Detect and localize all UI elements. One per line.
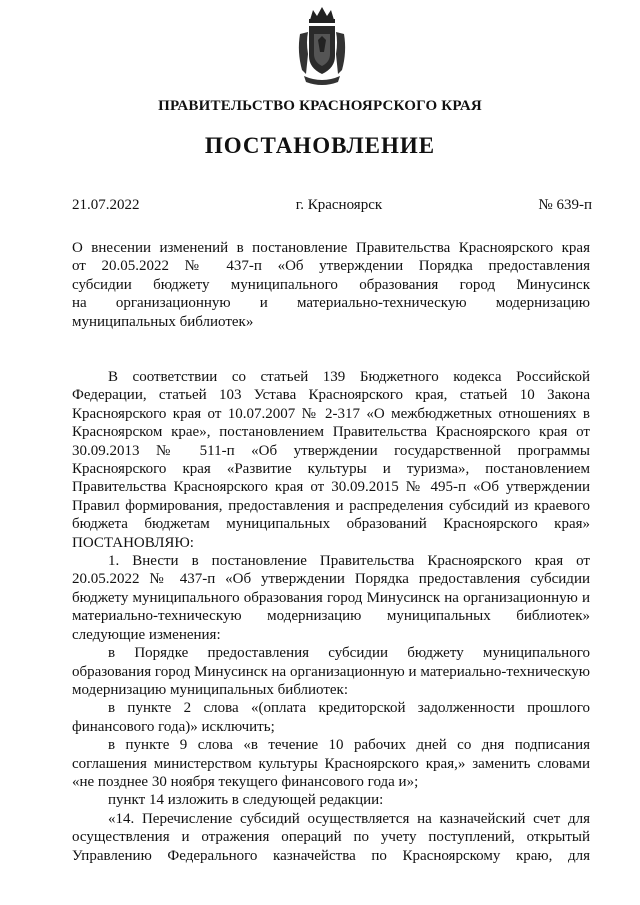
document-city: г. Красноярск: [295, 197, 383, 213]
subject-line: субсидии бюджету муниципального образования город Минусинск: [72, 276, 590, 293]
coat-of-arms-icon: [296, 4, 348, 88]
government-title: ПРАВИТЕЛЬСТВО КРАСНОЯРСКОГО КРАЯ: [158, 98, 482, 114]
body-paragraph: в пункте 9 слова «в течение 10 рабочих дней со дня подписания соглашения министерством культуры Красноярского края,» заменить словами «не позднее 30 ноября текущего финансового года и»;: [72, 737, 590, 790]
body-paragraph: В соответствии со статьей 139 Бюджетного кодекса Российской Федерации, статьей 103 Устава Красноярского края, статьей 10 Закона Красноярского края от 10.07.2007 № 2-317 «О межбюджетных отношениях в Красноярском крае», постановлением Правительства Красноярского края от 30.09.2013 № 511-п «Об утверждении государственной программы Красноярского края «Развитие культуры и туризма», постановлением Правительства Красноярского края от 30.09.2015 № 495-п «Об утверждении Правил формирования, предоставления и распределения субсидий из краевого бюджета бюджетам муниципальных образований Красноярского края» ПОСТАНОВЛЯЮ:: [72, 369, 590, 551]
body-paragraph: 1. Внести в постановление Правительства Красноярского края от 20.05.2022 № 437-п «Об утверждении Порядка предоставления субсидии бюджету муниципального образования город Минусинск на организационную и материально-техническую модернизацию муниципальных библиотек» следующие изменения:: [72, 553, 590, 643]
subject-line: муниципальных библиотек»: [72, 313, 254, 330]
subject-line: О внесении изменений в постановление Правительства Красноярского края: [72, 240, 590, 256]
body-paragraph: в пункте 2 слова «(оплата кредиторской задолженности прошлого финансового года)» исключить;: [72, 700, 590, 735]
document-date: 21.07.2022: [72, 197, 140, 213]
body-paragraph: в Порядке предоставления субсидии бюджету муниципального образования город Минусинск на организационную и материально-техническую модернизацию муниципальных библиотек:: [72, 645, 590, 698]
document-body: [72, 368, 590, 865]
subject-line: от 20.05.2022 № 437-п «Об утверждении Порядка предоставления: [72, 258, 590, 275]
subject-line: на организационную и материально-техническую модернизацию: [72, 295, 590, 312]
body-paragraph: «14. Перечисление субсидий осуществляется на казначейский счет для осуществления и отражения операций по учету поступлений, открытый Управлению Федерального казначейства по Красноярскому краю, для: [72, 810, 590, 864]
document-number: № 639-п: [538, 197, 592, 213]
document-meta: [72, 197, 592, 214]
document-type-title: ПОСТАНОВЛЕНИЕ: [204, 133, 436, 158]
body-paragraph: пункт 14 изложить в следующей редакции:: [108, 792, 384, 809]
document-subject: [72, 239, 590, 331]
